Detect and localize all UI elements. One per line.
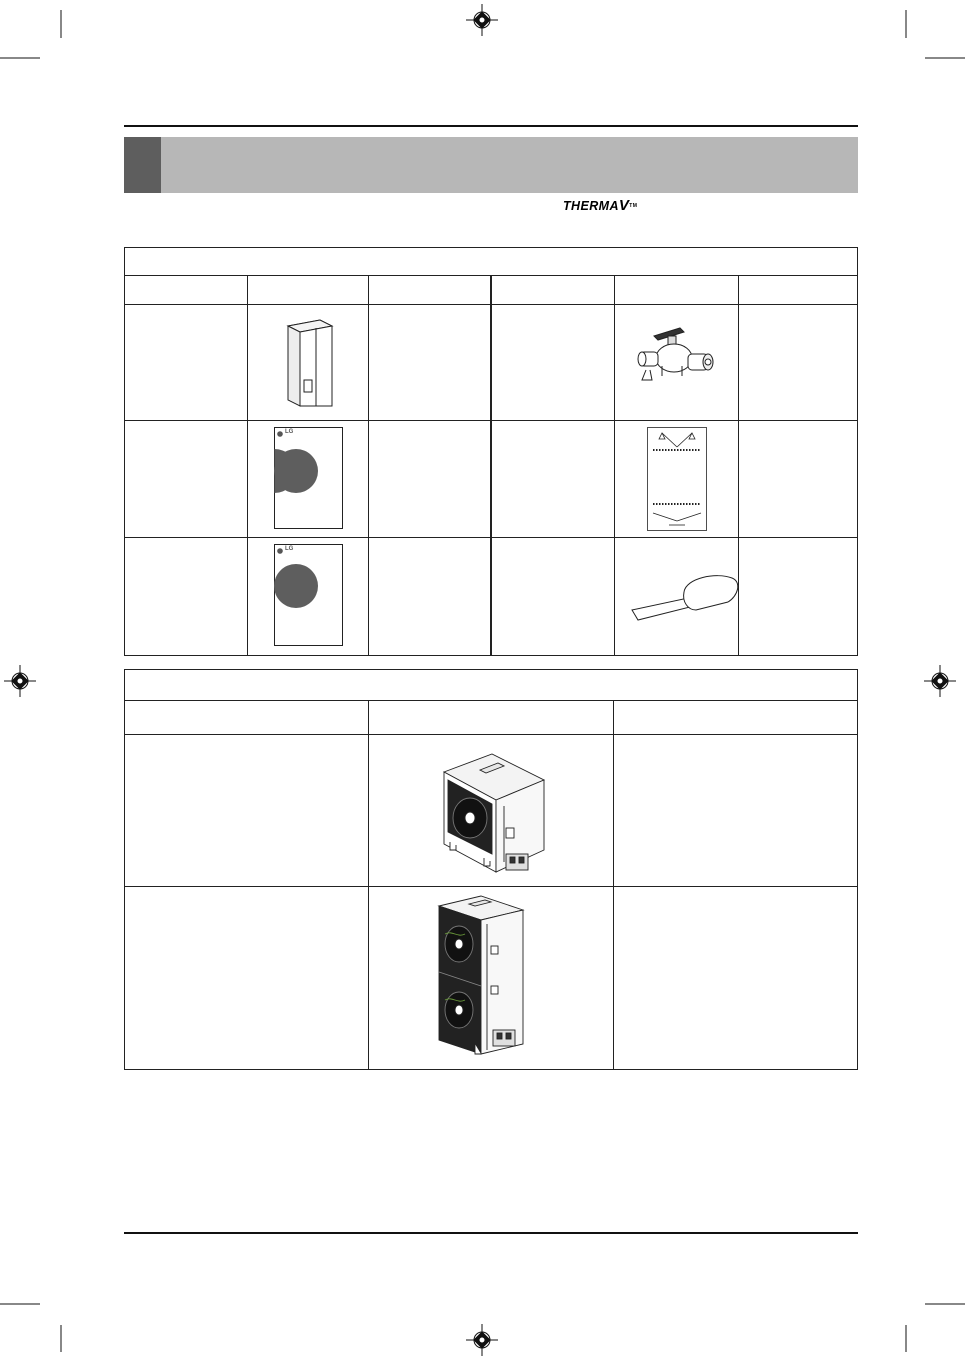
footer-rule	[124, 1232, 858, 1234]
header-rule	[124, 125, 858, 127]
manual-logo-text: LG	[285, 429, 294, 435]
lg-logo-icon	[277, 431, 283, 437]
table-col-divider	[613, 700, 614, 1070]
manual-cover-illustration	[274, 544, 343, 646]
registration-target-icon	[466, 4, 498, 36]
table-row-divider	[124, 700, 858, 701]
table-col-divider	[614, 275, 615, 656]
table-row-divider	[124, 886, 858, 887]
table-col-divider	[368, 700, 369, 1070]
table-col-divider	[490, 275, 492, 656]
section-banner	[124, 137, 858, 193]
ball-valve-illustration	[632, 322, 718, 384]
lg-logo-icon	[277, 548, 283, 554]
registration-target-icon	[924, 665, 956, 697]
logo-accent: V	[618, 197, 630, 214]
registration-target-icon	[466, 1324, 498, 1356]
indoor-unit-illustration	[280, 318, 336, 408]
table-col-divider	[368, 275, 369, 656]
section-banner-tab	[124, 137, 161, 193]
logo-trademark: TM	[629, 203, 638, 209]
registration-target-icon	[4, 665, 36, 697]
manual-logo-text: LG	[285, 546, 294, 552]
dual-fan-outdoor-unit-illustration	[435, 894, 525, 1060]
single-fan-outdoor-unit-illustration	[440, 750, 546, 880]
table-row-divider	[124, 734, 858, 735]
installation-template-illustration	[647, 427, 707, 531]
paddle-tool-illustration	[628, 570, 744, 626]
therma-v-logo	[563, 197, 637, 215]
logo-text: THERMA	[563, 199, 619, 213]
manual-cover-illustration	[274, 427, 343, 529]
table-col-divider	[247, 275, 248, 656]
